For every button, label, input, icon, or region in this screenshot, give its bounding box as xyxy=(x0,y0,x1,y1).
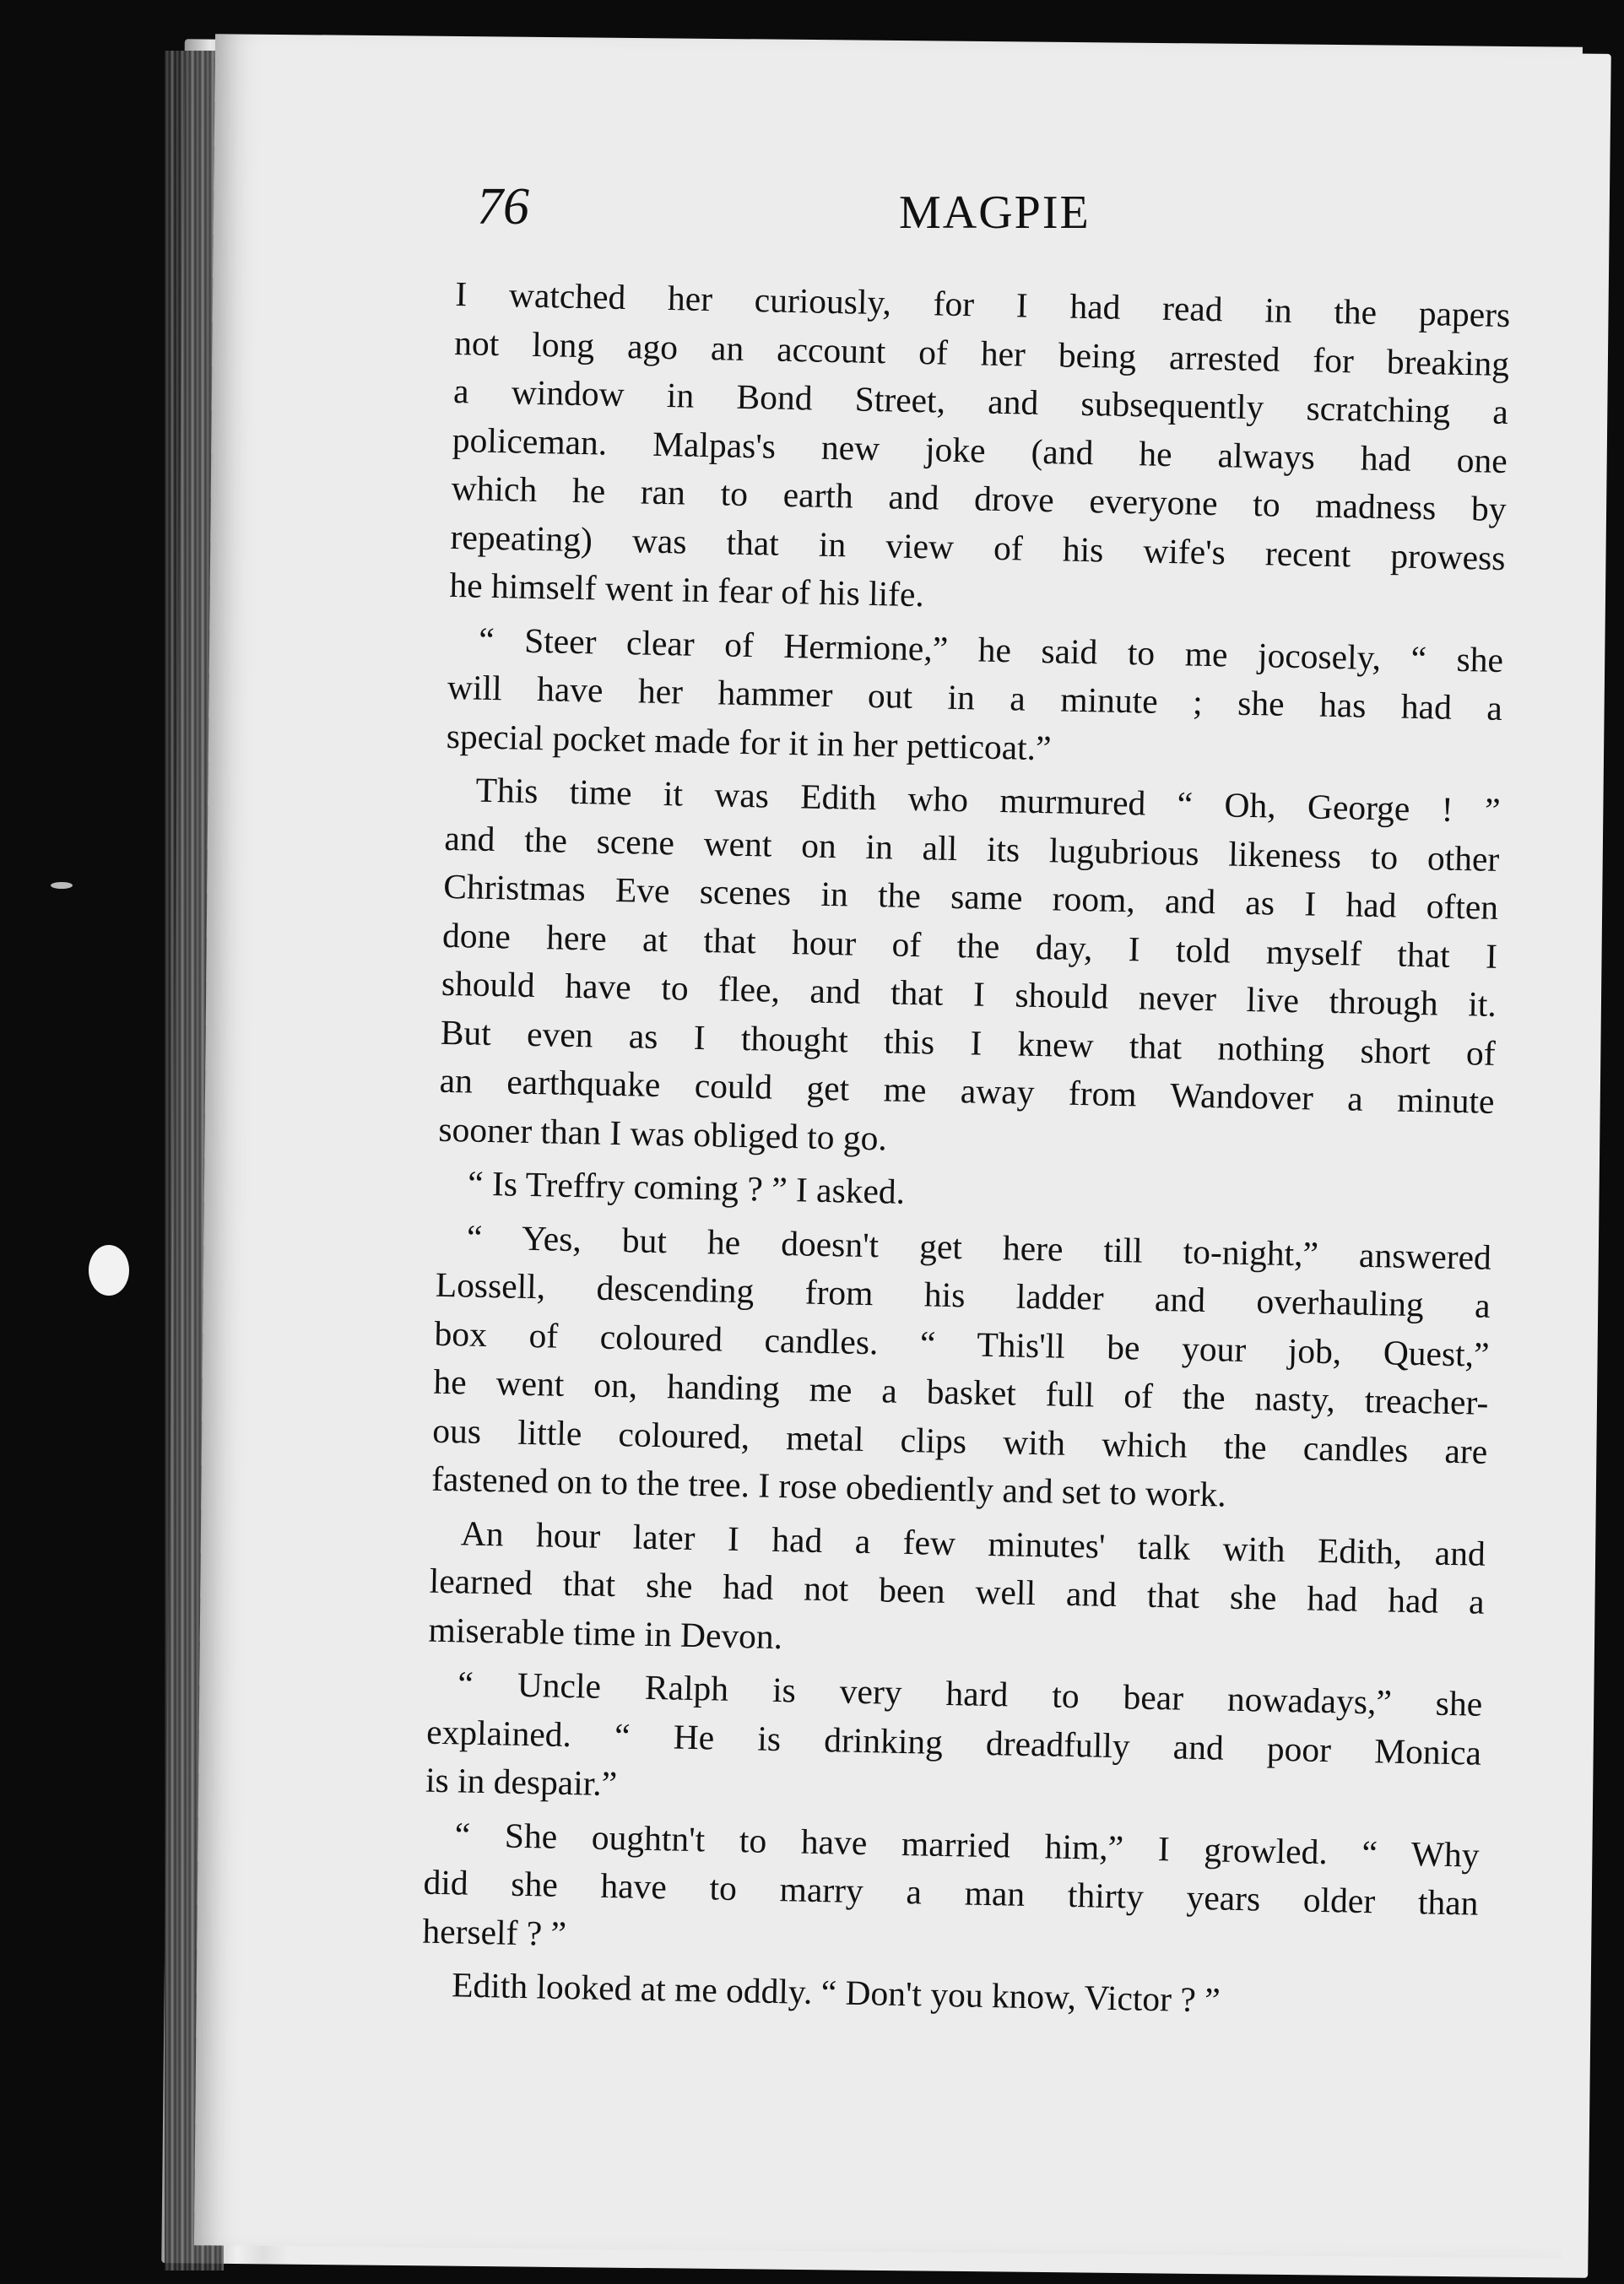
text-line: which he ran to earth and drove everyone to madness by xyxy=(451,468,1508,529)
paragraph xyxy=(428,1508,1486,1675)
paragraph xyxy=(425,1659,1483,1827)
page-header xyxy=(257,143,1431,245)
text-line: did she have to marry a man thirty years older than xyxy=(423,1862,1479,1923)
text-line: done here at that hour of the day, I told myself that I xyxy=(441,915,1498,976)
text-line: Christmas Eve scenes in the same room, and as I had often xyxy=(442,866,1499,927)
paragraph xyxy=(438,766,1501,1175)
text-line: will have her hammer out in a minute ; she has had a xyxy=(447,667,1503,728)
text-line: sooner than I was obliged to go. xyxy=(438,1109,888,1157)
text-line: special pocket made for it in her petticoat.” xyxy=(446,716,1052,767)
text-line: explained. “ He is drinking dreadfully and poor Monica xyxy=(425,1712,1482,1773)
text-line: fastened on to the tree. I rose obediently and set to work. xyxy=(430,1459,1227,1514)
text-line: “ She oughtn't to have married him,” I growled. “ Why xyxy=(454,1814,1481,1875)
text-line: “ Uncle Ralph is very hard to bear nowadays,” she xyxy=(457,1664,1483,1724)
text-line: An hour later I had a few minutes' talk with Edith, and xyxy=(460,1513,1486,1573)
body-text xyxy=(421,270,1511,2030)
text-line: “ Is Treffry coming ? ” I asked. xyxy=(467,1163,906,1211)
text-line: I watched her curiously, for I had read in the papers xyxy=(454,273,1511,335)
text-line: “ Steer clear of Hermione,” he said to me jocosely, “ she xyxy=(478,620,1504,679)
text-line: Lossell, descending from his ladder and overhauling a xyxy=(435,1264,1491,1325)
running-head: MAGPIE xyxy=(899,187,1091,239)
text-line: But even as I thought this I knew that nothing short of xyxy=(440,1012,1497,1073)
page-number: 76 xyxy=(477,178,529,235)
paper-speck xyxy=(51,882,73,889)
text-line: herself ? ” xyxy=(422,1911,567,1953)
text-line: Edith looked at me oddly. “ Don't you know, Victor ? ” xyxy=(451,1965,1221,2020)
text-line: and the scene went on in all its lugubrious likeness to other xyxy=(444,818,1500,879)
text-line: repeating) was that in view of his wife's recent prowess xyxy=(450,517,1506,577)
paragraph xyxy=(446,614,1503,782)
text-line: box of coloured candles. “ This'll be your job, Quest,” xyxy=(434,1313,1490,1374)
paper-speck xyxy=(89,1245,129,1296)
paragraph xyxy=(431,1212,1492,1524)
text-line: a window in Bond Street, and subsequently scratching a xyxy=(452,371,1509,432)
text-line: is in despair.” xyxy=(425,1760,618,1804)
text-line: ous little coloured, metal clips with which the candles are xyxy=(431,1410,1488,1471)
text-line: policeman. Malpas's new joke (and he always had one xyxy=(452,419,1508,480)
text-line: learned that she had not been well and that she had had a xyxy=(429,1561,1486,1621)
text-line: miserable time in Devon. xyxy=(428,1610,783,1656)
text-line: he himself went in fear of his life. xyxy=(449,565,925,614)
text-line: This time it was Edith who murmured “ Oh, George ! ” xyxy=(475,770,1501,830)
text-line: an earthquake could get me away from Wandover a minute xyxy=(439,1060,1495,1121)
text-line: not long ago an account of her being arrested for breaking xyxy=(453,322,1510,383)
text-line: he went on, handing me a basket full of the nasty, treacher- xyxy=(433,1361,1489,1422)
text-line: “ Yes, but he doesn't get here till to-night,” answered xyxy=(466,1216,1492,1277)
text-line: should have to flee, and that I should never live through it. xyxy=(441,963,1497,1024)
paragraph xyxy=(449,270,1511,631)
paragraph xyxy=(422,1810,1480,1977)
